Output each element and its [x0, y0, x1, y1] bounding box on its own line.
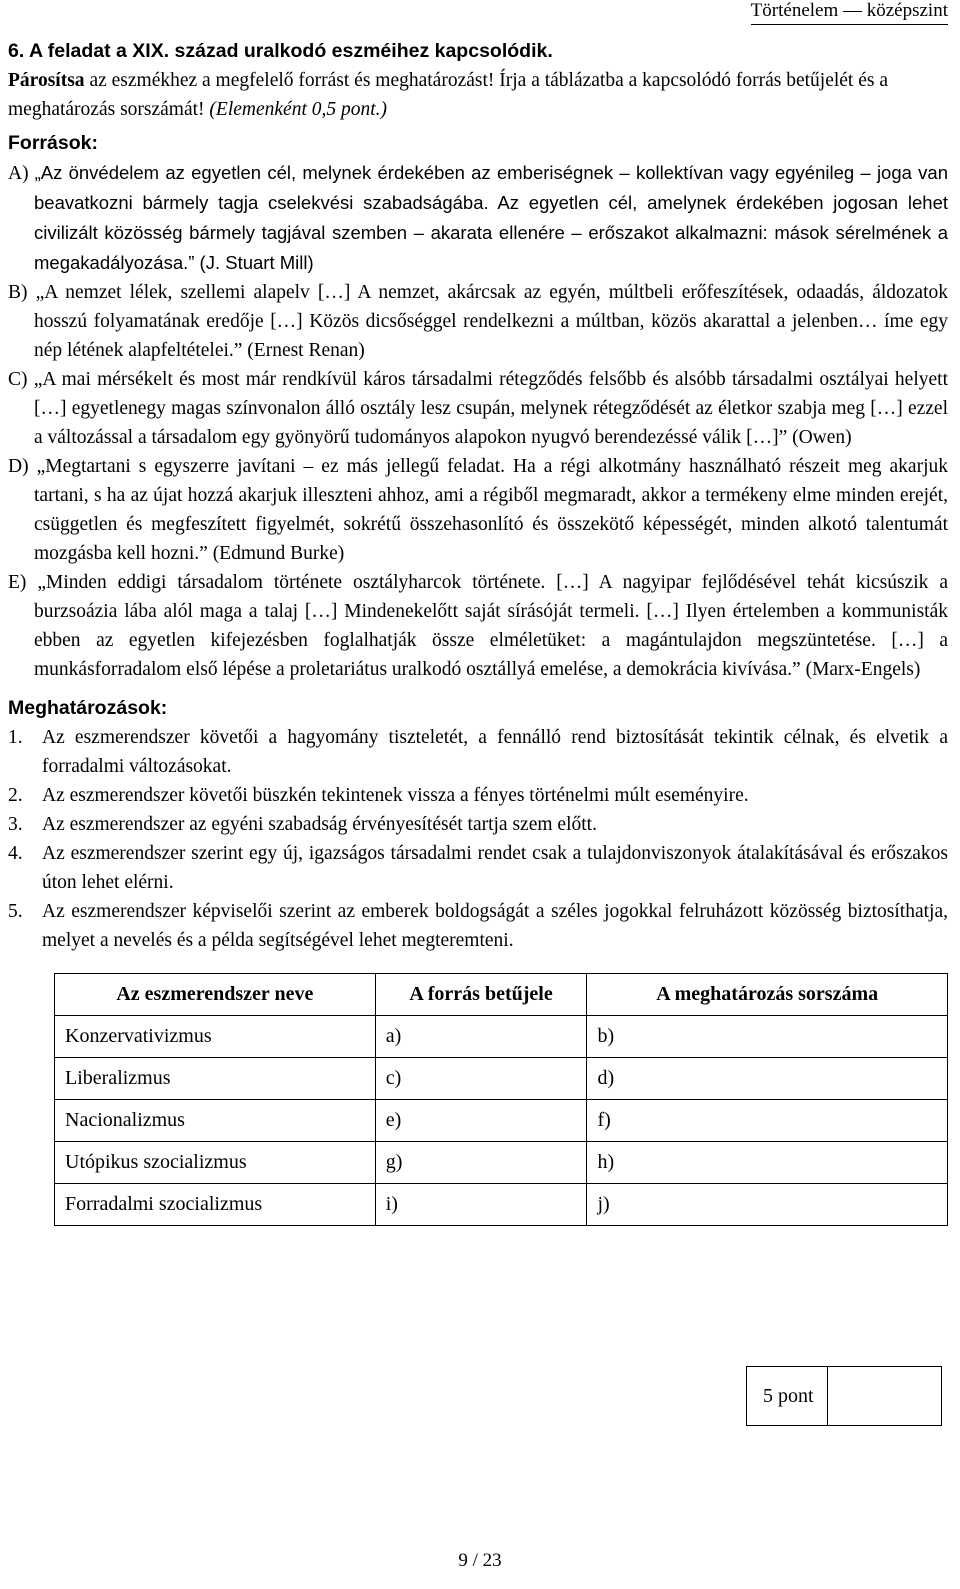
definition-item: [8, 723, 948, 781]
definition-item: [8, 810, 948, 839]
table-row: [55, 1058, 948, 1100]
source-answer-cell[interactable]: a): [375, 1016, 587, 1058]
source-text: „A nemzet lélek, szellemi alapelv […] A nemzet, akárcsak az egyén, múltbeli erőfeszítések, odaadás, áldozatok hosszú folyamatának eredője […] Közös dicsőséggel rendelkezni a múltban, közös akarattal a jelenben… íme egy nép létének alapfeltételei.” (Ernest Renan): [34, 282, 949, 361]
ideology-name: Forradalmi szocializmus: [55, 1184, 376, 1226]
source-text: „Az önvédelem az egyetlen cél, melynek érdekében az emberiségnek – kollektívan vagy egyénileg – joga van beavatkozni bármely tagja cselekvési szabadságába. Az egyetlen cél, amelynek érdekében jogosan lehet civilizált közösség bármely tagjával szemben – akarata ellenére – erőszakot alkalmazni: mások sérelmének a megakadályozása.” (J. Stuart Mill): [34, 162, 949, 273]
table-row: [55, 1016, 948, 1058]
ideology-name: Nacionalizmus: [55, 1100, 376, 1142]
table-row: [55, 1100, 948, 1142]
source-item: [8, 452, 948, 568]
definition-item: [8, 839, 948, 897]
source-item: [8, 278, 948, 365]
source-label: D): [8, 456, 29, 477]
definition-answer-cell[interactable]: j): [587, 1184, 948, 1226]
sources-list: [8, 158, 948, 684]
source-label: A): [8, 163, 29, 184]
source-answer-cell[interactable]: e): [375, 1100, 587, 1142]
definition-answer-cell[interactable]: b): [587, 1016, 948, 1058]
table-row: [55, 1184, 948, 1226]
ideology-name: Utópikus szocializmus: [55, 1142, 376, 1184]
source-text: „Minden eddigi társadalom története osztályharcok története. […] A nagyipar fejlődésével tehát kicsúszik a burzsoázia lába alól maga a talaj […] Mindenekelőtt saját sírásóját termeli. […] Ilyen értelemben a kommunisták ebben az egyetlen kifejezésben foglalhatják össze elméletüket: a magántulajdon megszüntetése. […] a munkásforradalom első lépése a proletariátus uralkodó osztállyá emelése, a demokrácia kivívása.” (Marx-Engels): [34, 572, 949, 680]
instruction-bold: Párosítsa: [8, 70, 85, 91]
definition-number: 5.: [8, 901, 23, 922]
definition-answer-cell[interactable]: h): [587, 1142, 948, 1184]
answer-table: [54, 973, 948, 1226]
page-header: Történelem — középszint: [751, 0, 948, 25]
source-text: „A mai mérsékelt és most már rendkívül káros társadalmi rétegződés felsőbb és alsóbb társadalmi osztályai helyett […] egyetlenegy magas színvonalon álló osztály lesz csupán, melynek rétegződését az életkor szabja meg […] ezzel a változással a társadalom egy gyönyörű tudományos alapokon nyugvó berendezéssé válik […]” (Owen): [33, 369, 948, 448]
definition-number: 4.: [8, 843, 23, 864]
source-answer-cell[interactable]: c): [375, 1058, 587, 1100]
ideology-name: Liberalizmus: [55, 1058, 376, 1100]
table-header-row: [55, 974, 948, 1016]
column-header-source: A forrás betűjele: [375, 974, 587, 1016]
instruction: [8, 66, 948, 124]
definition-text: Az eszmerendszer követői büszkén tekintenek vissza a fényes történelmi múlt eseményire.: [42, 785, 749, 806]
definition-number: 1.: [8, 727, 23, 748]
sources-heading: Források:: [8, 132, 98, 154]
instruction-text: az eszmékhez a megfelelő forrást és meghatározást! Írja a táblázatba a kapcsolódó forrás betűjelét és a meghatározás sorszámát!: [8, 70, 888, 120]
definition-item: [8, 781, 948, 810]
definition-number: 2.: [8, 785, 23, 806]
definitions-list: [8, 723, 948, 955]
points-label: 5 pont: [763, 1385, 814, 1407]
source-label: B): [8, 282, 28, 303]
definition-answer-cell[interactable]: d): [587, 1058, 948, 1100]
source-item: [8, 568, 948, 684]
source-label: E): [8, 572, 27, 593]
instruction-points: (Elemenként 0,5 pont.): [209, 99, 388, 120]
points-box: [746, 1366, 942, 1426]
definition-item: [8, 897, 948, 955]
source-item: [8, 365, 948, 452]
task-title: 6. A feladat a XIX. század uralkodó eszméihez kapcsolódik.: [8, 40, 553, 62]
definition-text: Az eszmerendszer követői a hagyomány tiszteletét, a fennálló rend biztosítását tekintik célnak, és elvetik a forradalmi változásokat.: [42, 727, 948, 777]
definition-text: Az eszmerendszer az egyéni szabadság érvényesítését tartja szem előtt.: [42, 814, 597, 835]
column-header-definition: A meghatározás sorszáma: [587, 974, 948, 1016]
page-number: 9 / 23: [458, 1550, 502, 1571]
definition-text: Az eszmerendszer szerint egy új, igazságos társadalmi rendet csak a tulajdonviszonyok átalakításával és erőszakos úton lehet elérni.: [42, 843, 948, 893]
definition-number: 3.: [8, 814, 23, 835]
source-answer-cell[interactable]: i): [375, 1184, 587, 1226]
ideology-name: Konzervativizmus: [55, 1016, 376, 1058]
source-answer-cell[interactable]: g): [375, 1142, 587, 1184]
points-divider: [827, 1367, 828, 1425]
definition-answer-cell[interactable]: f): [587, 1100, 948, 1142]
table-row: [55, 1142, 948, 1184]
source-item: [8, 158, 948, 278]
source-text: „Megtartani s egyszerre javítani – ez más jellegű feladat. Ha a régi alkotmány használható részeit meg akarjuk tartani, s ha az újat hozzá akarjuk illeszteni ahhoz, ami a régiből megmaradt, akkor a termékeny elme minden erejét, csüggetlen és megfeszített figyelmét, sokrétű összehasonlító és összekötő képességét, minden alkotó talentumát mozgásba kell hozni.” (Edmund Burke): [34, 456, 948, 564]
definitions-heading: Meghatározások:: [8, 697, 168, 719]
content: [8, 37, 948, 1226]
source-label: C): [8, 369, 28, 390]
definition-text: Az eszmerendszer képviselői szerint az emberek boldogságát a széles jogokkal felruházott közösség biztosíthatja, melyet a nevelés és a példa segítségével lehet megteremteni.: [42, 901, 948, 951]
column-header-ideology: Az eszmerendszer neve: [55, 974, 376, 1016]
